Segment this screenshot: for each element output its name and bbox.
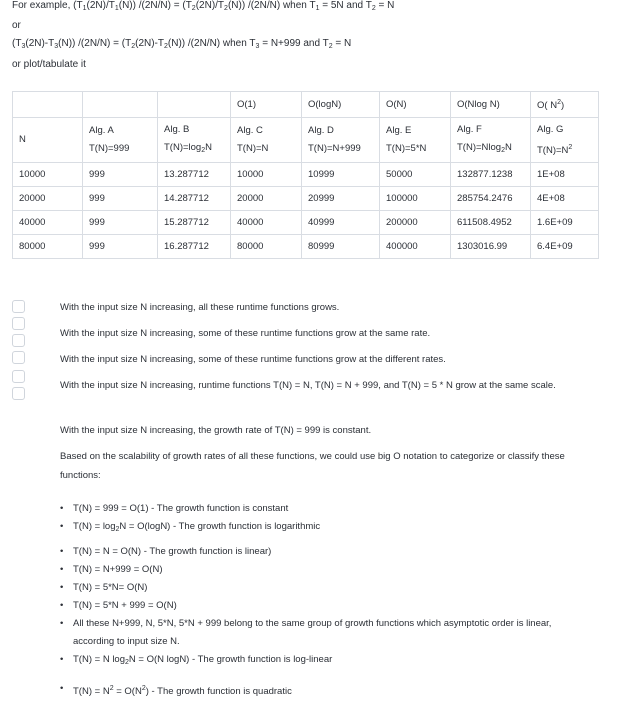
subscript: 2 [191, 5, 196, 12]
formula-text: (T [12, 38, 22, 49]
list-item: • T(N) = N = O(N) - The growth function is linear) [60, 543, 580, 561]
header-cell [158, 92, 231, 118]
formula-text: ) - The growth function is quadratic [145, 686, 292, 697]
subscript: 2 [201, 146, 206, 154]
or-text: or [12, 20, 21, 31]
superscript: 2 [109, 685, 114, 692]
formula-text: (N)) /(2N/N) when T [227, 0, 316, 11]
table-cell: 20000 [231, 187, 302, 211]
table-cell: 10999 [302, 163, 380, 187]
table-cell: 4E+08 [531, 187, 599, 211]
header-cell: O(N) [380, 92, 451, 118]
header-cell: O(Nlog N) [451, 92, 531, 118]
option-text-6: Based on the scalability of growth rates of all these functions, we could use big O notation to categorize or classify these functions: [60, 451, 565, 481]
subscript: 3 [255, 43, 260, 50]
subscript: 3 [54, 43, 59, 50]
subscript: 2 [501, 146, 505, 154]
table-cell: 999 [83, 211, 158, 235]
list-item: • T(N) = N+999 = O(N) [60, 561, 580, 579]
header-cell [13, 92, 83, 118]
superscript: 2 [141, 685, 146, 692]
alg-header [531, 118, 599, 163]
example-prefix: For example, [12, 0, 71, 11]
option-text-2: With the input size N increasing, some of these runtime functions grow at the same rate. [60, 328, 431, 339]
option-checkbox-5[interactable] [12, 370, 25, 383]
formula-text: (2N)/T [195, 0, 225, 11]
option-text-4: With the input size N increasing, runtime functions T(N) = N, T(N) = N + 999, and T(N) = 5 * N grow at the same scale. [60, 380, 556, 391]
formula-text: T(N) = log [73, 521, 116, 532]
formula-text: N = O(N logN) - The growth function is log-linear [128, 654, 333, 665]
table-cell: 400000 [380, 235, 451, 259]
subscript: 1 [315, 5, 320, 12]
list-item [60, 518, 580, 539]
alg-formula: T(N)=999 [89, 143, 130, 154]
subscript: 2 [125, 659, 129, 666]
alg-name: Alg. B [164, 123, 190, 135]
header-row-algorithms [13, 118, 599, 163]
formula-text: N [504, 141, 512, 153]
table-row [13, 211, 599, 235]
table-cell: 20000 [13, 187, 83, 211]
superscript: 2 [568, 143, 573, 151]
formula-text: (N)) /(2N/N) = (T [118, 0, 192, 11]
alg-name: Alg. A [89, 125, 114, 136]
formula-text: T(N)=log [164, 141, 202, 153]
table-cell: 80000 [231, 235, 302, 259]
formula-text: N [205, 141, 212, 153]
list-item: • All these N+999, N, 5*N, 5*N + 999 belong to the same group of growth functions which asymptotic order is linear, according to input size N. [60, 615, 580, 651]
table-cell: 15.287712 [158, 211, 231, 235]
list-item: • T(N) = 5*N= O(N) [60, 579, 580, 597]
subscript: 1 [82, 5, 87, 12]
table-cell: 285754.2476 [451, 187, 531, 211]
alg-header [158, 118, 231, 163]
alg-header [380, 118, 451, 163]
option-checkbox-4[interactable] [12, 351, 25, 364]
formula-text: (N)) /(2N/N) = (T [58, 38, 132, 49]
alg-header [451, 118, 531, 163]
formula-text: T(N) = N log [73, 654, 125, 665]
header-row-big-o [13, 92, 599, 118]
complexity-table [12, 91, 599, 259]
big-o-classification-list [60, 500, 580, 701]
alg-name: Alg. D [308, 125, 334, 136]
table-row [13, 235, 599, 259]
formula-text: = N [375, 0, 395, 11]
alg-name: Alg. G [537, 123, 564, 135]
header-cell-o-n2 [531, 92, 599, 118]
table-cell: 50000 [380, 163, 451, 187]
formula-text: (2N)/T [86, 0, 115, 11]
table-cell: 1.6E+09 [531, 211, 599, 235]
table-cell: 10000 [13, 163, 83, 187]
formula-text: (2N)-T [25, 38, 55, 49]
formula-text: (2N)-T [135, 38, 164, 49]
header-cell: O(logN) [302, 92, 380, 118]
alg-name: Alg. E [386, 125, 412, 136]
subscript: 2 [224, 5, 228, 12]
table-cell: 999 [83, 163, 158, 187]
formula-text: (N)) /(2N/N) when T [167, 38, 256, 49]
subscript: 2 [115, 526, 120, 533]
table-cell: 16.287712 [158, 235, 231, 259]
table-cell: 132877.1238 [451, 163, 531, 187]
table-cell: 10000 [231, 163, 302, 187]
table-cell: 40000 [13, 211, 83, 235]
formula-text: T(N) = N [73, 686, 110, 697]
table-cell: 80000 [13, 235, 83, 259]
table-cell: 100000 [380, 187, 451, 211]
subscript: 3 [21, 43, 26, 50]
subscript: 2 [371, 5, 376, 12]
option-checkbox-2[interactable] [12, 317, 25, 330]
alg-formula: T(N)=N [237, 143, 269, 154]
option-checkbox-3[interactable] [12, 334, 25, 347]
table-cell: 1E+08 [531, 163, 599, 187]
formula-text: = 5N and T [319, 0, 372, 11]
subscript: 2 [164, 43, 168, 50]
formula-text: ) [560, 100, 565, 111]
table-cell: 6.4E+09 [531, 235, 599, 259]
option-checkbox-1[interactable] [12, 300, 25, 313]
alg-header [231, 118, 302, 163]
example-line-1 [12, 0, 394, 12]
header-cell [83, 92, 158, 118]
table-cell: 40999 [302, 211, 380, 235]
table-cell: 999 [83, 187, 158, 211]
table-cell: 999 [83, 235, 158, 259]
list-item: • T(N) = 5*N + 999 = O(N) [60, 597, 580, 615]
formula-text: N = O(logN) - The growth function is logarithmic [119, 521, 321, 532]
table-cell: 20999 [302, 187, 380, 211]
option-text-3: With the input size N increasing, some of these runtime functions grow at the different rates. [60, 354, 446, 365]
list-item [60, 651, 580, 672]
option-text-5: With the input size N increasing, the growth rate of T(N) = 999 is constant. [60, 425, 372, 436]
n-header: N [13, 118, 83, 163]
table-row [13, 187, 599, 211]
option-checkbox-6[interactable] [12, 387, 25, 400]
example-line-2 [12, 38, 351, 50]
table-cell: 13.287712 [158, 163, 231, 187]
list-item: • T(N) = 999 = O(1) - The growth function is constant [60, 500, 580, 518]
subscript: 1 [114, 5, 119, 12]
alg-formula [537, 139, 592, 160]
alg-formula [164, 139, 224, 160]
formula-text: = N+999 and T [259, 38, 329, 49]
subscript: 2 [328, 43, 333, 50]
table-cell: 1303016.99 [451, 235, 531, 259]
table-cell: 80999 [302, 235, 380, 259]
table-cell: 611508.4952 [451, 211, 531, 235]
formula-text: = N [332, 38, 352, 49]
formula-text: = O(N [113, 686, 142, 697]
alg-header [83, 118, 158, 163]
formula-text: O( N [537, 100, 558, 111]
alg-header [302, 118, 380, 163]
alg-formula: T(N)=N+999 [308, 143, 361, 154]
alg-formula [457, 139, 524, 160]
formula-text: T(N)=N [537, 144, 569, 156]
table-cell: 200000 [380, 211, 451, 235]
table-row [13, 163, 599, 187]
list-item [60, 680, 580, 701]
plot-instruction: or plot/tabulate it [12, 59, 86, 70]
superscript: 2 [557, 99, 561, 106]
table-cell: 14.287712 [158, 187, 231, 211]
alg-formula: T(N)=5*N [386, 143, 427, 154]
answer-checkboxes [12, 300, 25, 404]
alg-name: Alg. F [457, 123, 482, 135]
option-text-1: With the input size N increasing, all these runtime functions grows. [60, 302, 340, 313]
formula-text: T(N)=Nlog [457, 141, 502, 153]
formula-text: (T [73, 0, 83, 11]
alg-name: Alg. C [237, 125, 263, 136]
table-cell: 40000 [231, 211, 302, 235]
subscript: 2 [131, 43, 136, 50]
header-cell: O(1) [231, 92, 302, 118]
